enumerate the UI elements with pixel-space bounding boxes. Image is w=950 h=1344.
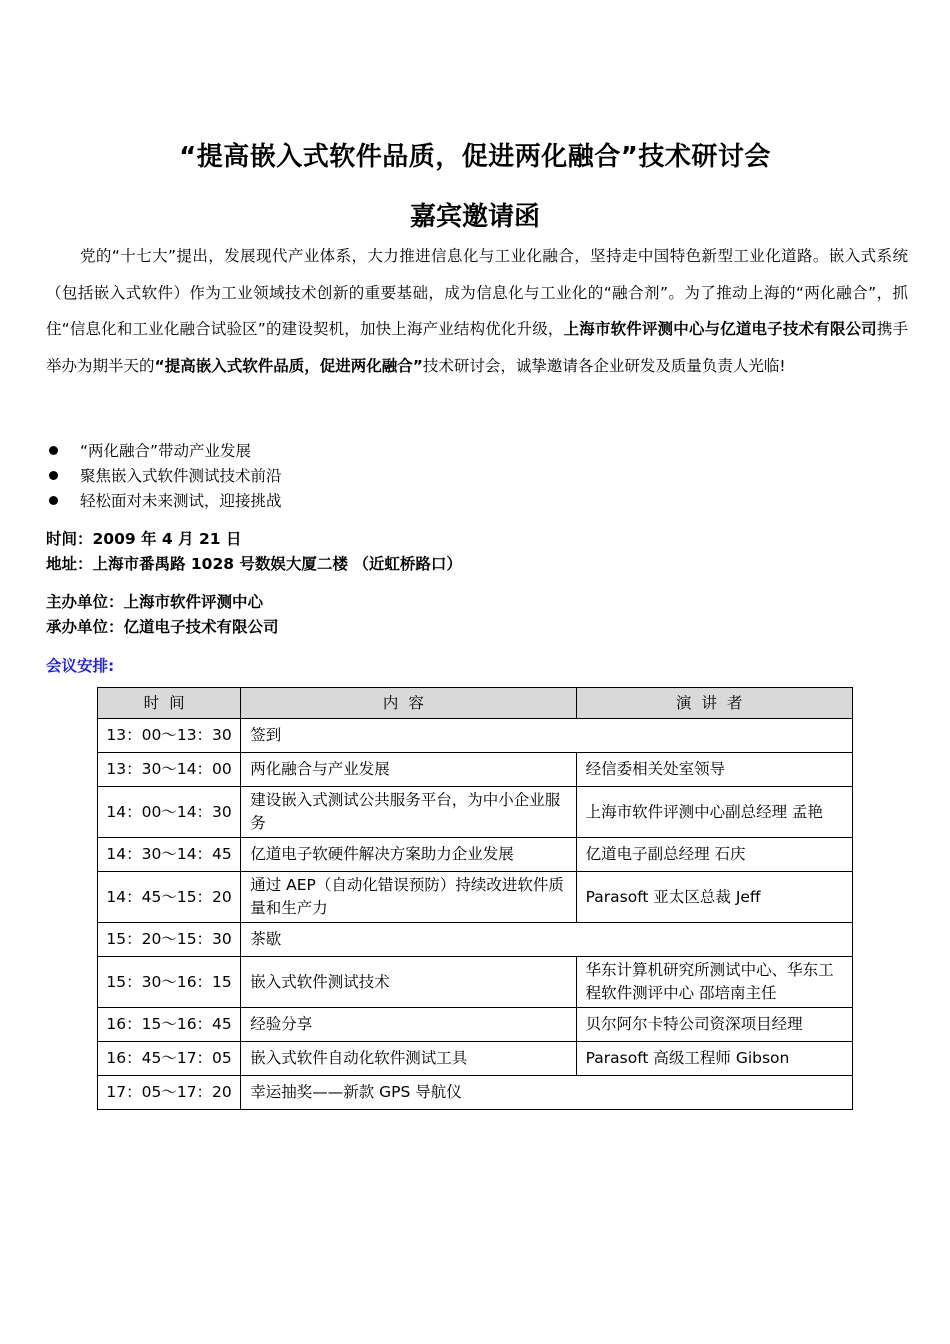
list-item-text: “两化融合”带动产业发展 xyxy=(80,442,252,460)
row-time: 17：05～17：20 xyxy=(98,1076,241,1110)
row-time: 14：45～15：20 xyxy=(98,872,241,923)
row-content: 幸运抽奖——新款 GPS 导航仪 xyxy=(241,1076,853,1110)
row-content: 茶歇 xyxy=(241,923,853,957)
bullet-icon xyxy=(49,471,58,480)
row-time: 13：30～14：00 xyxy=(98,753,241,787)
header-content: 内容 xyxy=(241,688,576,719)
page-subtitle: 嘉宾邀请函 xyxy=(409,202,540,232)
list-item-text: 聚焦嵌入式软件测试技术前沿 xyxy=(80,467,282,485)
intro-paragraph xyxy=(46,238,908,384)
intro-event-name: “提高嵌入式软件品质，促进两化融合” xyxy=(154,356,423,375)
table-row xyxy=(98,838,853,872)
row-time: 15：30～16：15 xyxy=(98,957,241,1008)
table-row xyxy=(98,787,853,838)
table-row xyxy=(98,719,853,753)
row-speaker: Parasoft 高级工程师 Gibson xyxy=(576,1042,852,1076)
row-content: 嵌入式软件测试技术 xyxy=(241,957,576,1008)
row-content: 签到 xyxy=(241,719,853,753)
row-speaker: 上海市软件评测中心副总经理 孟艳 xyxy=(576,787,852,838)
list-item xyxy=(46,490,746,515)
table-row xyxy=(98,872,853,923)
bullet-icon xyxy=(49,446,58,455)
row-content: 嵌入式软件自动化软件测试工具 xyxy=(241,1042,576,1076)
table-header-row xyxy=(98,688,853,719)
header-speaker: 演讲者 xyxy=(576,688,852,719)
row-time: 16：45～17：05 xyxy=(98,1042,241,1076)
row-time: 13：00～13：30 xyxy=(98,719,241,753)
row-speaker: 华东计算机研究所测试中心、华东工程软件测评中心 邵培南主任 xyxy=(576,957,852,1008)
row-content: 通过 AEP（自动化错误预防）持续改进软件质量和生产力 xyxy=(241,872,576,923)
event-organizer: 承办单位：亿道电子技术有限公司 xyxy=(46,618,279,636)
row-time: 14：30～14：45 xyxy=(98,838,241,872)
row-content: 建设嵌入式测试公共服务平台，为中小企业服务 xyxy=(241,787,576,838)
table-row xyxy=(98,753,853,787)
list-item xyxy=(46,440,746,465)
event-host: 主办单位：上海市软件评测中心 xyxy=(46,593,264,611)
table-row xyxy=(98,923,853,957)
page-title: “提高嵌入式软件品质，促进两化融合”技术研讨会 xyxy=(179,142,771,172)
row-speaker: Parasoft 亚太区总裁 Jeff xyxy=(576,872,852,923)
row-speaker: 贝尔阿尔卡特公司资深项目经理 xyxy=(576,1008,852,1042)
header-time: 时间 xyxy=(98,688,241,719)
row-time: 14：00～14：30 xyxy=(98,787,241,838)
row-time: 15：20～15：30 xyxy=(98,923,241,957)
table-row xyxy=(98,1076,853,1110)
schedule-label: 会议安排: xyxy=(46,657,115,675)
table-row xyxy=(98,1008,853,1042)
row-speaker: 亿道电子副总经理 石庆 xyxy=(576,838,852,872)
list-item-text: 轻松面对未来测试，迎接挑战 xyxy=(80,492,282,510)
intro-text-3: 技术研讨会，诚挚邀请各企业研发及质量负责人光临! xyxy=(422,356,786,375)
table-row xyxy=(98,957,853,1008)
intro-text-1: 党的“十七大”提出，发展现代产业体系，大力推进信息化与工业化融合，坚持走中国特色新型工业化道路。嵌入式系统（包括嵌入式软件）作为工业领域技术创新的重要基础，成为信息化与工业化的“融合剂”。为了推动上海的“两化融合”，抓住“信息化和工业化融合试验区”的建设契机，加快上海产业结构优化升级， xyxy=(46,247,908,338)
row-content: 经验分享 xyxy=(241,1008,576,1042)
highlight-list xyxy=(46,440,746,515)
schedule-table xyxy=(97,687,853,1110)
row-content: 两化融合与产业发展 xyxy=(241,753,576,787)
intro-organizers: 上海市软件评测中心与亿道电子技术有限公司 xyxy=(563,320,877,338)
event-time: 时间：2009 年 4 月 21 日 xyxy=(46,530,242,548)
row-time: 16：15～16：45 xyxy=(98,1008,241,1042)
list-item xyxy=(46,465,746,490)
row-speaker: 经信委相关处室领导 xyxy=(576,753,852,787)
intro-text-2: 携手举办为期半天的 xyxy=(46,320,908,375)
event-address: 地址：上海市番禺路 1028 号数娱大厦二楼 （近虹桥路口） xyxy=(46,555,462,573)
row-content: 亿道电子软硬件解决方案助力企业发展 xyxy=(241,838,576,872)
bullet-icon xyxy=(49,496,58,505)
table-row xyxy=(98,1042,853,1076)
